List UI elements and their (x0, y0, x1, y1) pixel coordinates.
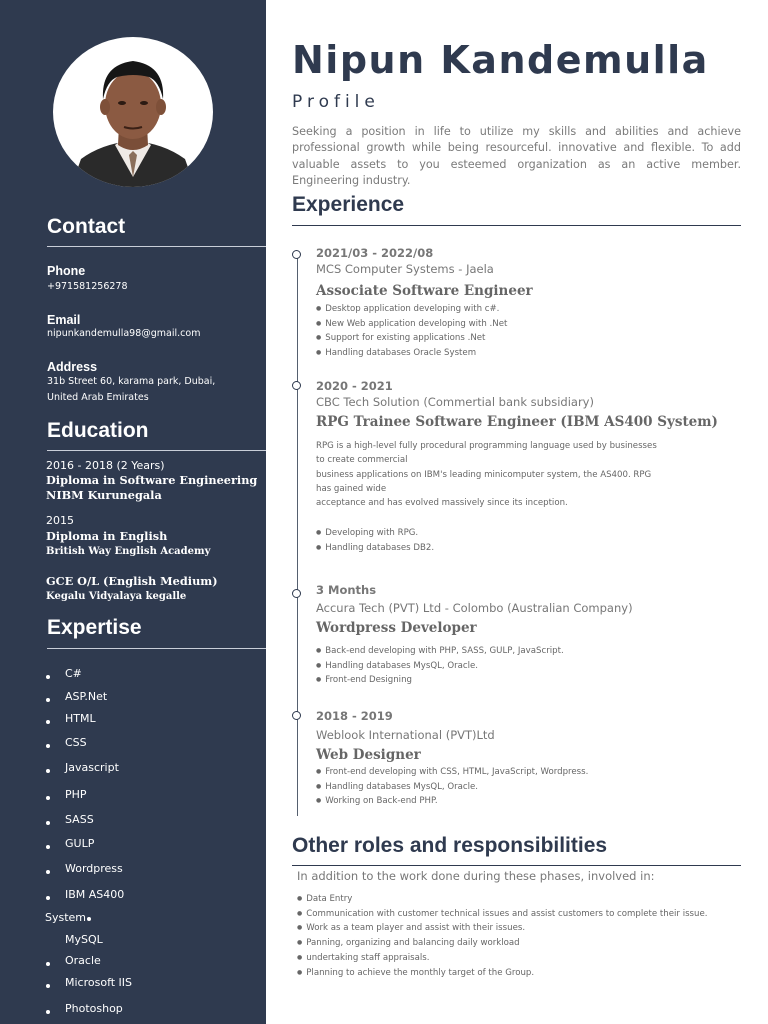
education-period: 2016 - 2018 (2 Years) (46, 459, 165, 472)
timeline-dot (292, 381, 301, 390)
job-description (316, 439, 696, 510)
list-item: ● Handling databases MysQL, Oracle. (316, 659, 564, 674)
phone-label: Phone (47, 264, 86, 278)
job-bullets (316, 302, 507, 360)
list-item: ● Front-end Designing (316, 673, 564, 688)
timeline-dot (292, 589, 301, 598)
skill-item: MySQL (65, 933, 103, 946)
list-item: ● Handling databases DB2. (316, 541, 434, 556)
skill-item: Microsoft IIS (65, 976, 133, 989)
job-date: 2018 - 2019 (316, 709, 393, 723)
list-item: ● Planning to achieve the monthly target of the Group. (297, 966, 708, 981)
education-title: Education (47, 419, 149, 442)
expertise-divider (47, 648, 266, 649)
timeline-dot (292, 250, 301, 259)
description-line: to create commercial (316, 455, 408, 466)
job-company: MCS Computer Systems - Jaela (316, 262, 494, 276)
job-bullets (316, 644, 564, 688)
skill-item: System (45, 911, 87, 924)
address-line-2: United Arab Emirates (47, 392, 149, 403)
description-line: RPG is a high-level fully procedural programming language used by businesses (316, 441, 657, 451)
avatar (53, 37, 213, 187)
list-item: ● Panning, organizing and balancing daily workload (297, 936, 708, 951)
job-bullets (316, 526, 434, 555)
skill-item: Oracle (65, 954, 101, 967)
skill-item: SASS (65, 813, 94, 826)
experience-title: Experience (292, 193, 405, 216)
list-item: ● Handling databases Oracle System (316, 346, 507, 361)
other-roles-bullets (297, 892, 708, 980)
list-item: ● Support for existing applications .Net (316, 331, 507, 346)
education-divider (47, 450, 266, 451)
list-item: ● Desktop application developing with c#. (316, 302, 507, 317)
description-line: business applications on IBM's leading minicomputer system, the AS400. RPG (316, 469, 652, 480)
email-value[interactable]: nipunkandemulla98@gmail.com (47, 328, 201, 339)
profile-text: Seeking a position in life to utilize my skills and abilities and achieve professional growth while being resourceful. innovative and flexible. To add valuable assets to you esteemed organization as an active member. Engineering industry. (292, 125, 741, 187)
skill-item: PHP (65, 788, 87, 801)
contact-divider (47, 246, 266, 247)
job-bullets (316, 765, 588, 809)
address-line-1: 31b Street 60, karama park, Dubai, (47, 376, 216, 387)
skill-item: CSS (65, 736, 87, 749)
education-degree: Diploma in Software Engineering (46, 473, 258, 487)
list-item: ● Front-end developing with CSS, HTML, JavaScript, Wordpress. (316, 765, 588, 780)
skill-item: Photoshop (65, 1002, 123, 1015)
education-period: 2015 (46, 514, 74, 527)
email-label: Email (47, 313, 81, 327)
job-date: 3 Months (316, 583, 377, 597)
description-line: acceptance and has evolved massively since its inception. (316, 498, 568, 509)
other-roles-intro: In addition to the work done during these phases, involved in: (297, 869, 655, 883)
list-item: ● undertaking staff appraisals. (297, 951, 708, 966)
education-entry-1 (46, 458, 257, 503)
education-school: British Way English Academy (46, 546, 211, 557)
job-role: Web Designer (316, 747, 421, 763)
expertise-title: Expertise (47, 616, 142, 639)
address-label: Address (47, 360, 98, 374)
list-item: ● Back-end developing with PHP, SASS, GULP, JavaScript. (316, 644, 564, 659)
job-role: RPG Trainee Software Engineer (IBM AS400 System) (316, 414, 718, 430)
job-company: CBC Tech Solution (Commertial bank subsidiary) (316, 395, 594, 409)
description-line: has gained wide (316, 483, 387, 494)
job-company: Accura Tech (PVT) Ltd - Colombo (Australian Company) (316, 601, 633, 615)
resume-name: Nipun Kandemulla (292, 38, 709, 82)
job-date: 2020 - 2021 (316, 379, 393, 393)
skill-item: IBM AS400 (65, 888, 125, 901)
other-roles-divider (292, 865, 741, 866)
skill-item: GULP (65, 837, 95, 850)
education-entry-2 (46, 513, 210, 559)
list-item: ● New Web application developing with .Net (316, 317, 507, 332)
skill-item: C# (65, 667, 82, 680)
job-company: Weblook International (PVT)Ltd (316, 728, 495, 742)
education-degree: Diploma in English (46, 529, 168, 543)
list-item: ● Work as a team player and assist with their issues. (297, 921, 708, 936)
list-item: ● Handling databases MysQL, Oracle. (316, 780, 588, 795)
profile-photo (53, 37, 213, 187)
other-roles-title: Other roles and responsibilities (292, 834, 608, 857)
experience-divider (292, 225, 741, 226)
sidebar (0, 0, 266, 1024)
education-degree: GCE O/L (English Medium) (46, 574, 218, 588)
education-school: Kegalu Vidyalaya kegalle (46, 591, 187, 602)
job-role: Associate Software Engineer (316, 283, 533, 299)
skill-item: ASP.Net (65, 690, 108, 703)
phone-value[interactable]: +971581256278 (47, 281, 128, 292)
job-role: Wordpress Developer (316, 620, 477, 636)
list-item: ● Developing with RPG. (316, 526, 434, 541)
education-entry-3 (46, 574, 218, 604)
list-item: ● Data Entry (297, 892, 708, 907)
job-date: 2021/03 - 2022/08 (316, 246, 434, 260)
list-item: ● Working on Back-end PHP. (316, 794, 588, 809)
education-school: NIBM Kurunegala (46, 488, 162, 502)
skill-item: Javascript (65, 761, 119, 774)
timeline-line (297, 253, 298, 816)
contact-title: Contact (47, 215, 126, 238)
skill-item: Wordpress (65, 862, 123, 875)
timeline-dot (292, 711, 301, 720)
profile-heading: Profile (292, 92, 380, 112)
skill-item: HTML (65, 712, 96, 725)
list-item: ● Communication with customer technical issues and assist customers to complete their issue. (297, 907, 708, 922)
